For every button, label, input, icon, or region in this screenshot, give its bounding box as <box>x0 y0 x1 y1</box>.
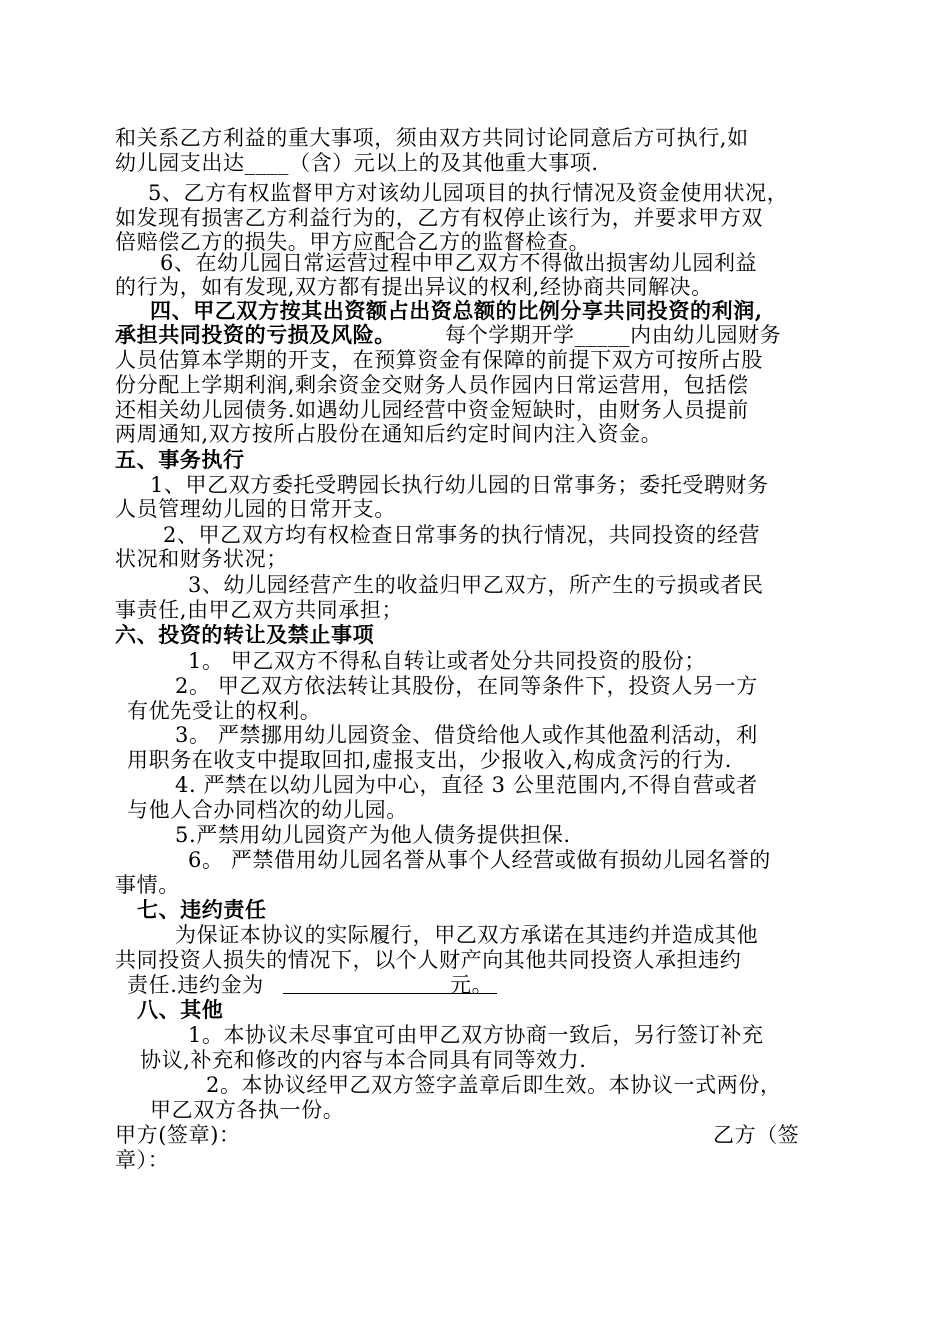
text-line: 2、甲乙双方均有权检查日常事务的执行情况，共同投资的经营 <box>163 523 761 547</box>
text-line: 2。 甲乙双方依法转让其股份，在同等条件下，投资人另一方 <box>175 674 758 698</box>
text-line: 状况和财务状况； <box>115 547 288 571</box>
text-line: 3、幼儿园经营产生的收益归甲乙双方，所产生的亏损或者民 <box>188 573 764 597</box>
text-line: 共同投资人损失的情况下，以个人财产向其他共同投资人承担违约 <box>115 948 742 972</box>
text-line: 人员估算本学期的开支，在预算资金有保障的前提下双方可按所占股 <box>115 348 763 372</box>
party-b-signature-label-cont: 章）： <box>115 1148 170 1172</box>
text-line: 的行为，如有发现,双方都有提出异议的权利,经协商共同解决。 <box>115 275 713 299</box>
text-line: 5、乙方有权监督甲方对该幼儿园项目的执行情况及资金使用状况， <box>148 181 789 205</box>
text-line: 与他人合办同档次的幼儿园。 <box>127 798 408 822</box>
text-line: 责任.违约金为 <box>127 973 264 997</box>
text-line: 3。 严禁挪用幼儿园资金、借贷给他人或作其他盈利活动，利 <box>175 723 758 747</box>
text-line: 1。本协议未尽事宜可由甲乙双方协商一致后，另行签订补充 <box>188 1023 764 1047</box>
text-line: 1。 甲乙双方不得私自转让或者处分共同投资的股份； <box>188 649 707 673</box>
party-a-signature-label: 甲方(签章)： <box>115 1123 241 1147</box>
text-line: 5.严禁用幼儿园资产为他人债务提供担保. <box>175 823 571 847</box>
text-line: 和关系乙方利益的重大事项，须由双方共同讨论同意后方可执行,如 <box>115 126 749 150</box>
text-line: 元。 <box>450 973 494 997</box>
text-line: 协议,补充和修改的内容与本合同具有同等效力. <box>140 1048 587 1072</box>
text-line: 6、在幼儿园日常运营过程中甲乙双方不得做出损害幼儿园利益 <box>160 251 758 275</box>
section-heading-4: 四、甲乙双方按其出资额占出资总额的比例分享共同投资的利润, <box>150 298 763 323</box>
text-line: 幼儿园支出达____（含）元以上的及其他重大事项. <box>115 151 599 175</box>
text-line: 倍赔偿乙方的损失。甲方应配合乙方的监督检查。 <box>115 230 591 254</box>
text-line: 人员管理幼儿园的日常开支。 <box>115 497 396 521</box>
text-line: 每个学期开学_____内由幼儿园财务 <box>445 323 782 347</box>
text-line: 份分配上学期利润,剩余资金交财务人员作园内日常运营用，包括偿 <box>115 373 749 397</box>
section-heading-7: 七、违约责任 <box>137 897 267 922</box>
text-line: 如发现有损害乙方利益行为的，乙方有权停止该行为，并要求甲方双 <box>115 206 763 230</box>
text-line: 用职务在收支中提取回扣,虚报支出，少报收入,构成贪污的行为. <box>127 748 733 772</box>
text-line: 为保证本协议的实际履行，甲乙双方承诺在其违约并造成其他 <box>175 923 759 947</box>
text-line: 两周通知,双方按所占股份在通知后约定时间内注入资金。 <box>115 422 663 446</box>
text-line: 2。本协议经甲乙双方签字盖章后即生效。本协议一式两份， <box>206 1073 782 1097</box>
section-heading-8: 八、其他 <box>137 997 224 1022</box>
text-line: 有优先受让的权利。 <box>127 699 322 723</box>
text-line: 6。 严禁借用幼儿园名誉从事个人经营或做有损幼儿园名誉的 <box>188 848 771 872</box>
text-line: 还相关幼儿园债务.如遇幼儿园经营中资金短缺时，由财务人员提前 <box>115 398 749 422</box>
text-line: 事情。 <box>115 873 180 897</box>
text-line: 4. 严禁在以幼儿园为中心，直径 3 公里范围内,不得自营或者 <box>175 773 758 797</box>
text-line: 1、甲乙双方委托受聘园长执行幼儿园的日常事务；委托受聘财务 <box>150 473 769 497</box>
party-b-signature-label: 乙方（签 <box>713 1123 800 1147</box>
section-heading-4-cont: 承担共同投资的亏损及风险。 <box>115 322 396 347</box>
section-heading-6: 六、投资的转让及禁止事项 <box>115 622 375 647</box>
text-line: 甲乙双方各执一份。 <box>150 1098 345 1122</box>
text-line: 事责任,由甲乙双方共同承担； <box>115 598 404 622</box>
section-heading-5: 五、事务执行 <box>115 447 245 472</box>
